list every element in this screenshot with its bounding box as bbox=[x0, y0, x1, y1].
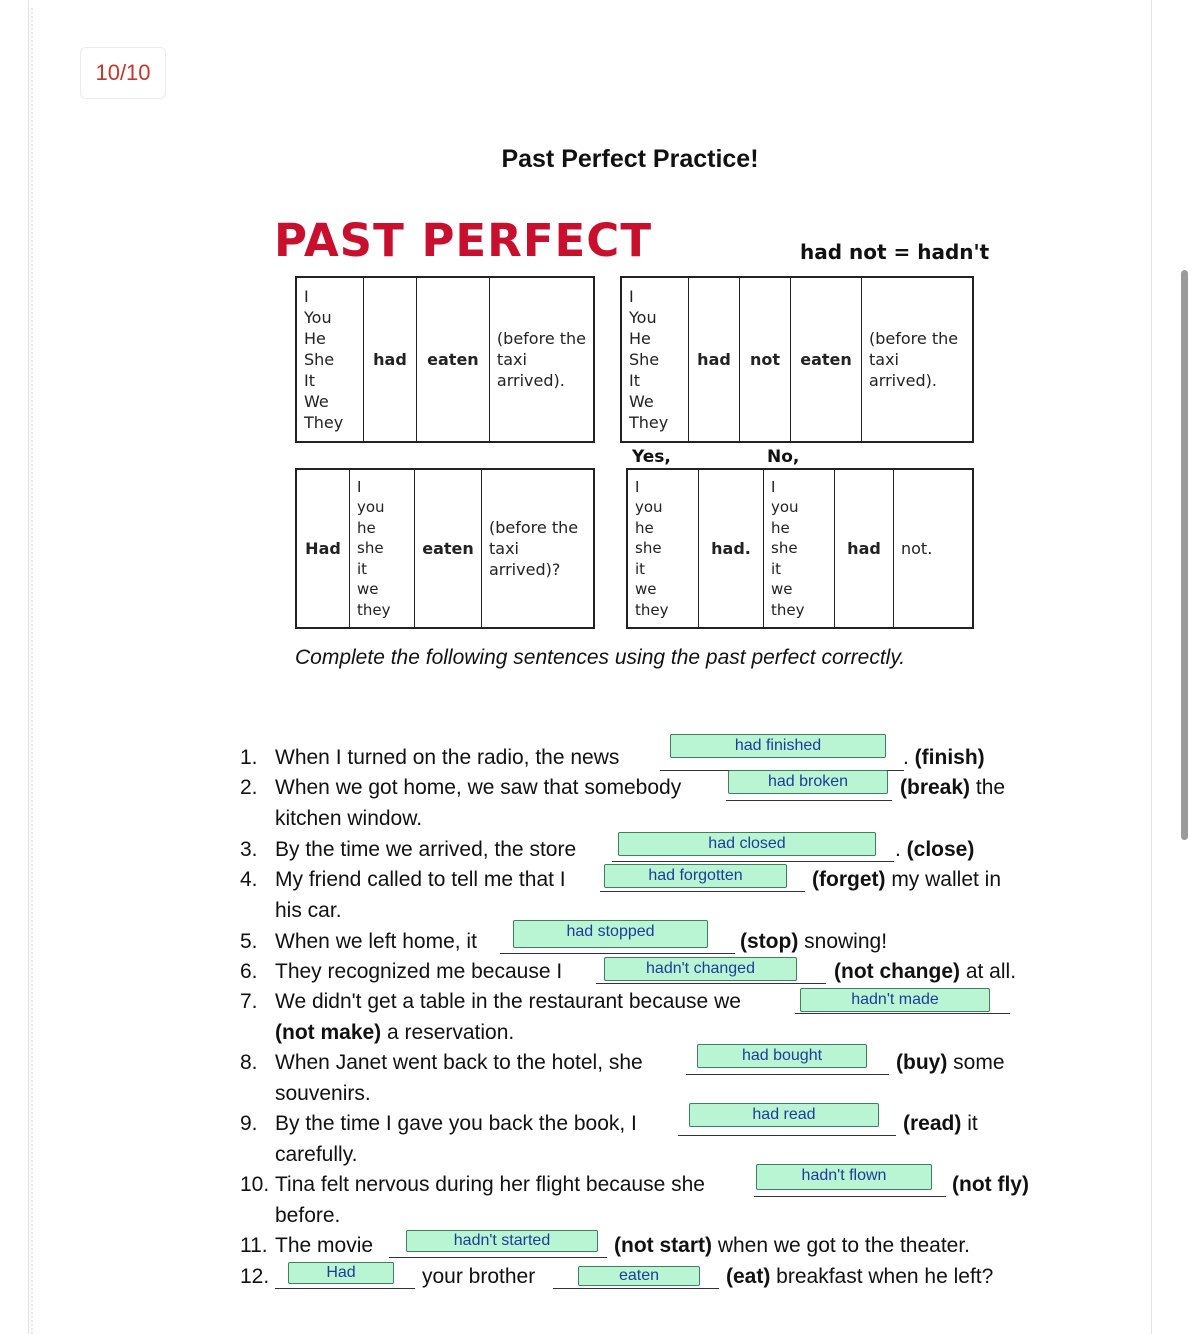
exercise-text: kitchen window. bbox=[275, 807, 423, 830]
eaten-cell: eaten bbox=[416, 277, 489, 442]
answer-field[interactable]: eaten bbox=[578, 1266, 700, 1286]
answer-field[interactable]: Had bbox=[288, 1262, 394, 1284]
exercise-text: before. bbox=[275, 1204, 341, 1227]
exercise-text: . (finish) bbox=[903, 746, 985, 769]
affirmative-table bbox=[295, 276, 595, 443]
exercise-text: (stop) snowing! bbox=[740, 930, 888, 953]
answer-blank bbox=[275, 1288, 415, 1289]
answer-blank bbox=[596, 983, 826, 984]
answer-field[interactable]: had closed bbox=[618, 832, 876, 856]
answer-field[interactable]: had finished bbox=[670, 734, 886, 758]
worksheet-title: Past Perfect Practice! bbox=[501, 145, 759, 173]
not-short-cell: not. bbox=[894, 469, 974, 628]
answer-blank bbox=[754, 1196, 946, 1197]
answer-blank bbox=[678, 1135, 896, 1136]
answer-blank bbox=[389, 1257, 607, 1258]
exercise-number: 10. bbox=[240, 1173, 270, 1196]
answer-field[interactable]: had bought bbox=[697, 1044, 867, 1068]
exercise-number: 1. bbox=[240, 746, 258, 769]
answer-blank bbox=[600, 891, 805, 892]
exercise-text: carefully. bbox=[275, 1143, 358, 1166]
exercise-text: When we left home, it bbox=[275, 930, 477, 953]
contraction-note: had not = hadn't bbox=[800, 240, 990, 264]
exercise-text: (eat) breakfast when he left? bbox=[726, 1265, 994, 1288]
exercise-text: We didn't get a table in the restaurant because we bbox=[275, 990, 741, 1013]
exercise-text: When we got home, we saw that somebody bbox=[275, 776, 682, 799]
exercise-number: 12. bbox=[240, 1265, 270, 1288]
grammar-heading: PAST PERFECT bbox=[274, 214, 653, 267]
answer-blank bbox=[612, 861, 894, 862]
exercise-number: 7. bbox=[240, 990, 258, 1013]
answer-field[interactable]: hadn't changed bbox=[604, 957, 797, 981]
exercise-text: My friend called to tell me that I bbox=[275, 868, 566, 891]
pronoun-list: I you he she it we they bbox=[627, 469, 699, 628]
exercise-text: (forget) my wallet in bbox=[812, 868, 1002, 891]
negative-table bbox=[620, 276, 974, 443]
pronoun-list: I you he she it we they bbox=[764, 469, 835, 628]
answer-field[interactable]: hadn't made bbox=[800, 988, 990, 1012]
page-edge bbox=[31, 8, 33, 1334]
exercise-text: (not start) when we got to the theater. bbox=[614, 1234, 971, 1257]
eaten-cell: eaten bbox=[415, 469, 482, 628]
exercise-text: (break) the bbox=[900, 776, 1006, 799]
time-clause: (before the taxi arrived)? bbox=[482, 469, 595, 628]
exercise-text: (read) it bbox=[903, 1112, 978, 1135]
exercise-text: (not change) at all. bbox=[834, 960, 1017, 983]
question-table bbox=[295, 468, 595, 629]
exercise-text: (not fly) bbox=[952, 1173, 1029, 1196]
had-question-cell: Had bbox=[296, 469, 350, 628]
answer-blank bbox=[726, 800, 892, 801]
answer-field[interactable]: had forgotten bbox=[604, 864, 787, 888]
exercise-text: (not make) a reservation. bbox=[275, 1021, 515, 1044]
short-answer-table bbox=[626, 468, 974, 629]
answer-field[interactable]: hadn't started bbox=[406, 1230, 598, 1252]
pronoun-list: I You He She It We They bbox=[621, 277, 689, 442]
exercise-number: 2. bbox=[240, 776, 258, 799]
time-clause: (before the taxi arrived). bbox=[489, 277, 594, 442]
answer-field[interactable]: had broken bbox=[728, 770, 888, 794]
exercise-text: (buy) some bbox=[896, 1051, 1005, 1074]
pronoun-list: I you he she it we they bbox=[350, 469, 415, 628]
instructions: Complete the following sentences using the past perfect correctly. bbox=[295, 646, 906, 669]
exercise-number: 3. bbox=[240, 838, 258, 861]
exercise-number: 5. bbox=[240, 930, 258, 953]
answer-field[interactable]: had read bbox=[689, 1103, 879, 1127]
exercise-text: your brother bbox=[422, 1265, 536, 1288]
exercise-number: 11. bbox=[240, 1234, 268, 1257]
had-cell: had bbox=[689, 277, 740, 442]
exercise-text: Tina felt nervous during her flight because she bbox=[275, 1173, 705, 1196]
exercise-text: souvenirs. bbox=[275, 1082, 371, 1105]
exercise-text: The movie bbox=[275, 1234, 374, 1257]
score-badge: 10/10 bbox=[80, 47, 166, 99]
yes-label: Yes, bbox=[632, 447, 671, 467]
answer-blank bbox=[553, 1288, 719, 1289]
scrollbar[interactable] bbox=[1181, 270, 1188, 840]
answer-blank bbox=[500, 953, 735, 954]
answer-blank bbox=[686, 1074, 889, 1075]
answer-field[interactable]: had stopped bbox=[513, 920, 708, 948]
exercise-text: By the time we arrived, the store bbox=[275, 838, 577, 861]
exercise-text: When I turned on the radio, the news bbox=[275, 746, 620, 769]
had-cell: had bbox=[363, 277, 416, 442]
answer-field[interactable]: hadn't flown bbox=[756, 1164, 932, 1190]
answer-blank bbox=[795, 1013, 1010, 1014]
no-label: No, bbox=[767, 447, 800, 467]
exercise-number: 9. bbox=[240, 1112, 258, 1135]
eaten-cell: eaten bbox=[791, 277, 862, 442]
exercise-text: By the time I gave you back the book, I bbox=[275, 1112, 637, 1135]
not-cell: not bbox=[740, 277, 791, 442]
had-short-cell: had. bbox=[699, 469, 764, 628]
exercise-number: 4. bbox=[240, 868, 258, 891]
had-cell: had bbox=[835, 469, 894, 628]
exercise-number: 6. bbox=[240, 960, 258, 983]
exercise-number: 8. bbox=[240, 1051, 258, 1074]
exercise-text: his car. bbox=[275, 899, 342, 922]
exercise-text: When Janet went back to the hotel, she bbox=[275, 1051, 643, 1074]
exercise-text: . (close) bbox=[895, 838, 975, 861]
pronoun-list: I You He She It We They bbox=[296, 277, 363, 442]
time-clause: (before the taxi arrived). bbox=[862, 277, 974, 442]
exercise-text: They recognized me because I bbox=[275, 960, 563, 983]
